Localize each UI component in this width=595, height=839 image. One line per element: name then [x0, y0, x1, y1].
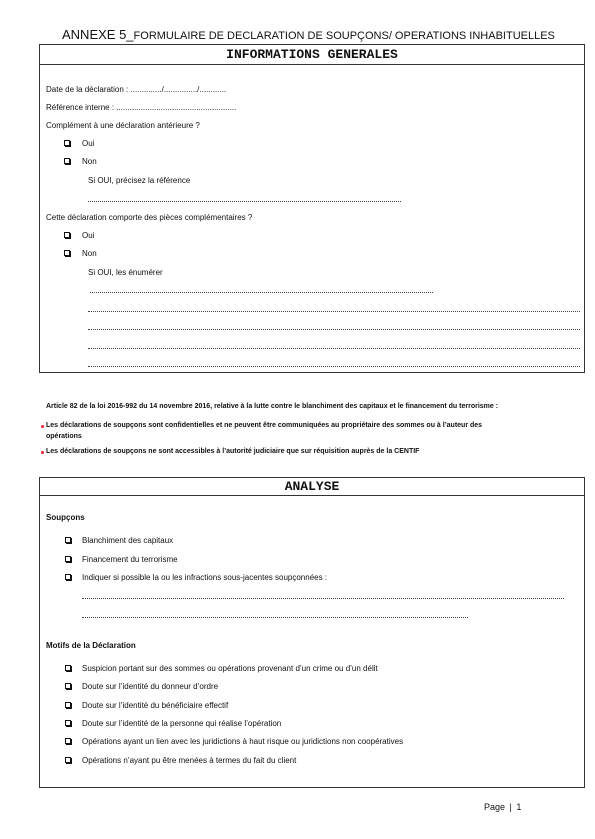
motive-checkbox[interactable] — [65, 683, 71, 689]
page-label: Page — [484, 802, 506, 812]
article-title: Article 82 de la loi 2016-992 du 14 novembre 2016, relative à la lutte contre le blanchiment des capitaux et le financement du terrorisme : — [46, 403, 499, 410]
suspicion-checkbox[interactable] — [65, 537, 71, 543]
suspicion-checkbox[interactable] — [65, 556, 71, 562]
attachments-dotted-line[interactable] — [88, 329, 580, 330]
motives-heading: Motifs de la Déclaration — [46, 641, 136, 650]
complement-no-checkbox[interactable] — [64, 158, 70, 164]
attachments-dotted-line[interactable] — [88, 311, 580, 312]
bullet-icon — [41, 425, 44, 428]
attachments-yes-label: Oui — [82, 231, 95, 240]
offences-dotted-line[interactable] — [82, 617, 468, 618]
attachments-dotted-line[interactable] — [88, 348, 580, 349]
motive-label: Doute sur l’identité du donneur d’ordre — [82, 682, 219, 691]
suspicions-heading: Soupçons — [46, 513, 85, 522]
declaration-date-field[interactable]: Date de la déclaration : ............../.............../............ — [46, 85, 227, 94]
motive-checkbox[interactable] — [65, 702, 71, 708]
motive-checkbox[interactable] — [65, 720, 71, 726]
motive-checkbox[interactable] — [65, 665, 71, 671]
attachments-yes-checkbox[interactable] — [64, 232, 70, 238]
complement-no-label: Non — [82, 157, 97, 166]
bullet-icon — [41, 451, 44, 454]
offences-dotted-line[interactable] — [82, 598, 564, 599]
attachments-dotted-line[interactable] — [88, 366, 580, 367]
article-bullet-1-continued: opérations — [46, 433, 82, 440]
page-footer — [484, 801, 521, 813]
if-yes-reference-label: Si OUI, précisez la référence — [88, 176, 191, 185]
complement-yes-label: Oui — [82, 139, 95, 148]
complement-yes-checkbox[interactable] — [64, 140, 70, 146]
motive-label: Suspicion portant sur des sommes ou opérations provenant d’un crime ou d’un délit — [82, 664, 378, 673]
internal-reference-field[interactable]: Référence interne : ...................................................... — [46, 103, 237, 112]
suspicion-label: Indiquer si possible la ou les infractions sous-jacentes soupçonnées : — [82, 573, 328, 582]
attachments-no-label: Non — [82, 249, 97, 258]
analysis-title: ANALYSE — [40, 478, 584, 496]
motive-label: Opérations n’ayant pu être menées à termes du fait du client — [82, 756, 297, 765]
annex-title-text: FORMULAIRE DE DECLARATION DE SOUPÇONS/ OPERATIONS INHABITUELLES — [133, 30, 555, 42]
attachments-dotted-line[interactable] — [90, 292, 433, 293]
motive-label: Doute sur l’identité du bénéficiaire effectif — [82, 701, 229, 710]
annex-title — [62, 27, 555, 44]
motive-checkbox[interactable] — [65, 757, 71, 763]
suspicion-label: Blanchiment des capitaux — [82, 536, 174, 545]
suspicion-label: Financement du terrorisme — [82, 555, 178, 564]
motive-label: Doute sur l’identité de la personne qui réalise l’opération — [82, 719, 282, 728]
attachments-question: Cette déclaration comporte des pièces complémentaires ? — [46, 213, 253, 222]
suspicion-checkbox[interactable] — [65, 574, 71, 580]
motive-checkbox[interactable] — [65, 738, 71, 744]
attachments-no-checkbox[interactable] — [64, 250, 70, 256]
page-number: 1 — [516, 802, 522, 812]
article-bullet-2: Les déclarations de soupçons ne sont accessibles à l’autorité judiciaire que sur réquisition auprès de la CENTIF — [46, 448, 420, 455]
complement-question: Complément à une déclaration antérieure ? — [46, 121, 200, 130]
page-separator: | — [509, 802, 512, 812]
general-info-title: INFORMATIONS GENERALES — [40, 45, 584, 65]
reference-dotted-line[interactable] — [88, 201, 401, 202]
motive-label: Opérations ayant un lien avec les juridictions à haut risque ou juridictions non coopératives — [82, 737, 404, 746]
if-yes-list-label: Si OUI, les énumérer — [88, 268, 163, 277]
annex-prefix: ANNEXE 5_ — [62, 27, 134, 42]
article-bullet-1: Les déclarations de soupçons sont confidentielles et ne peuvent être communiquées au propriétaire des sommes ou à l’auteur des — [46, 422, 483, 429]
